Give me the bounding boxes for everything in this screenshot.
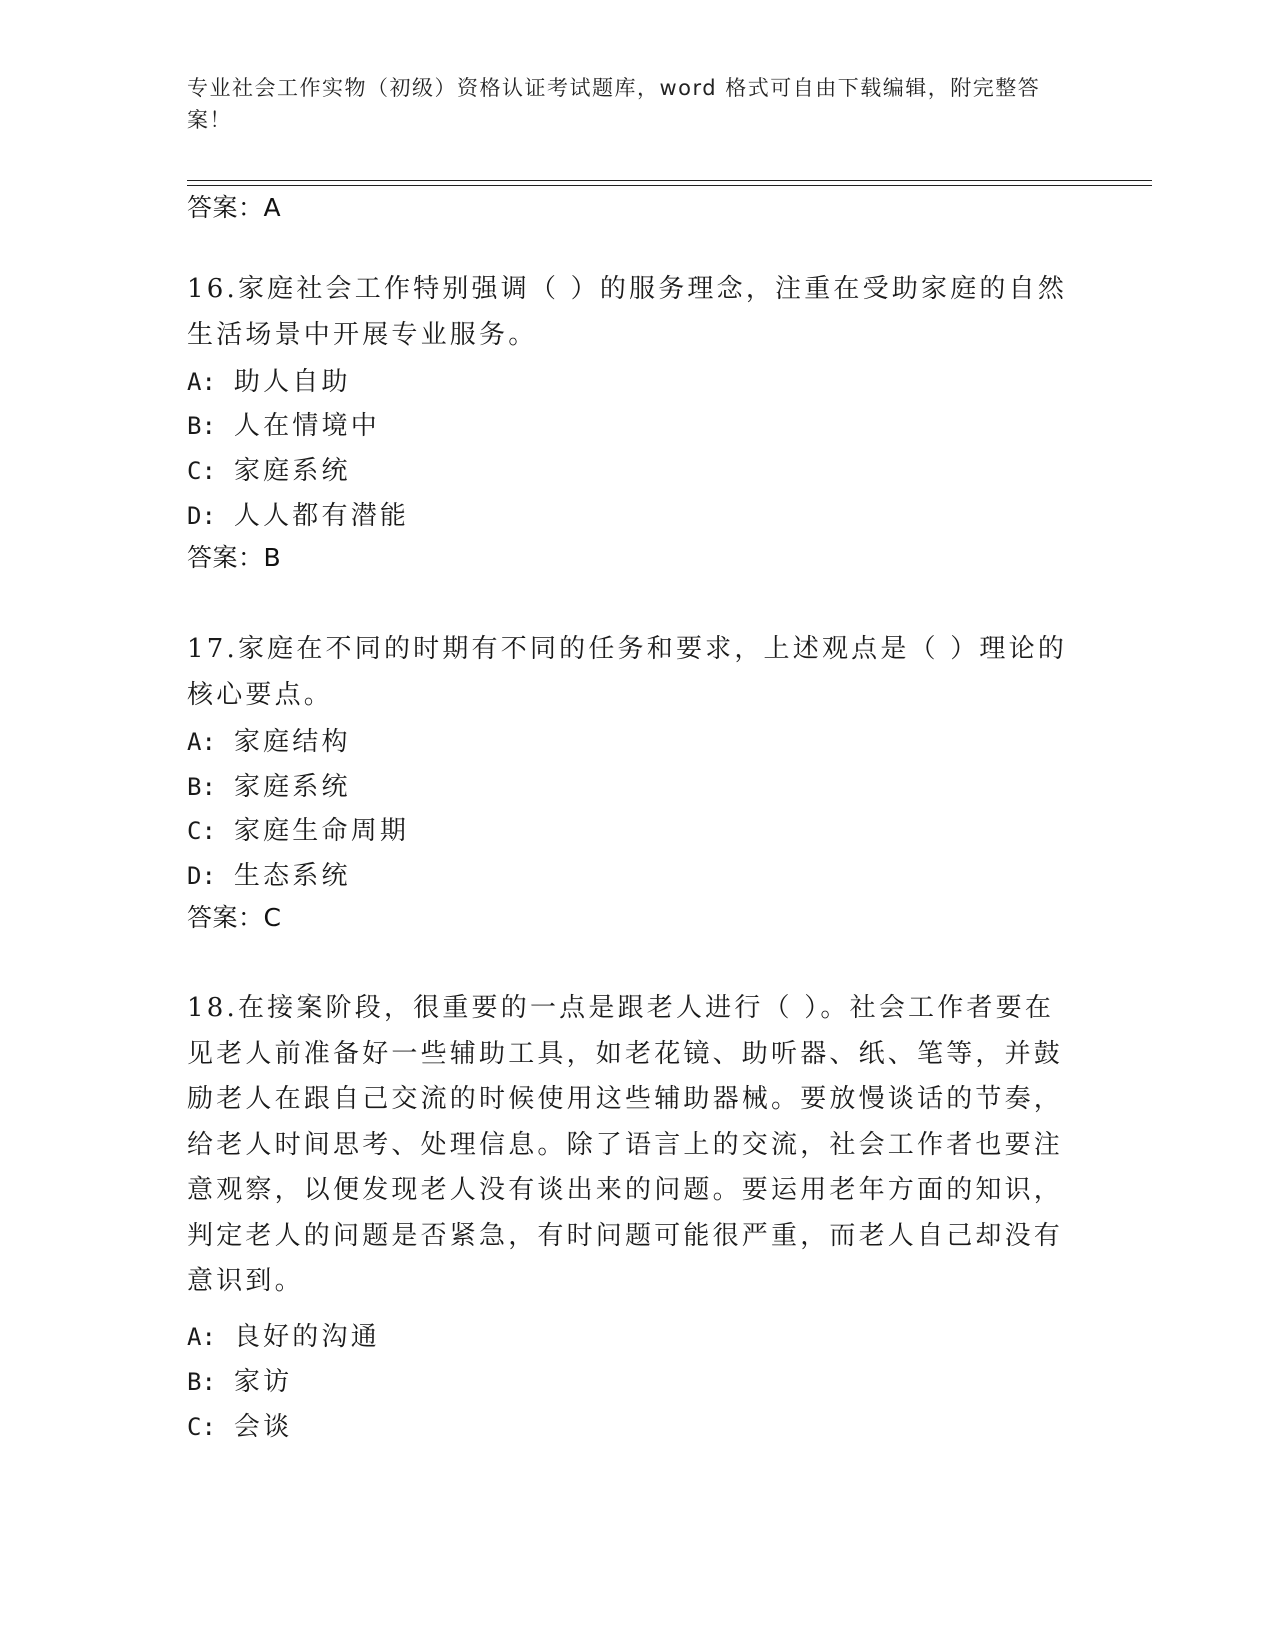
option-text: 家庭系统 (233, 772, 351, 802)
option-letter: A: (187, 1323, 216, 1351)
option-text: 家访 (233, 1367, 293, 1397)
option-text: 良好的沟通 (233, 1322, 380, 1352)
header-rule-top (187, 180, 1152, 181)
option-letter: D: (187, 862, 216, 890)
option-text: 人在情境中 (233, 411, 380, 441)
question-16-option-d (187, 499, 409, 533)
option-letter: A: (187, 368, 216, 396)
header-rule-bottom (187, 185, 1152, 186)
option-text: 会谈 (233, 1412, 293, 1442)
option-letter: D: (187, 502, 216, 530)
question-18-option-b (187, 1365, 292, 1399)
question-17-answer: 答案：C (187, 903, 282, 932)
question-18-text: 18.在接案阶段，很重要的一点是跟老人进行（ ）。社会工作者要在见老人前准备好一些辅助工具，如老花镜、助听器、纸、笔等，并鼓励老人在跟自己交流的时候使用这些辅助器械。要放慢谈话的节奏，给老人时间思考、处理信息。除了语言上的交流，社会工作者也要注意观察，以便发现老人没有谈出来的问题。要运用老年方面的知识，判定老人的问题是否紧急，有时问题可能很严重，而老人自己却没有意识到。 (187, 993, 1064, 1296)
question-17-text: 17.家庭在不同的时期有不同的任务和要求，上述观点是（ ）理论的核心要点。 (187, 634, 1068, 710)
option-letter: B: (187, 773, 216, 801)
option-text: 生态系统 (233, 861, 351, 891)
option-letter: C: (187, 457, 216, 485)
option-letter: A: (187, 728, 216, 756)
page-header: 专业社会工作实物（初级）资格认证考试题库，word 格式可自由下载编辑，附完整答案！ (187, 76, 1041, 132)
option-letter: B: (187, 1368, 216, 1396)
option-letter: B: (187, 412, 216, 440)
option-letter: C: (187, 817, 216, 845)
option-text: 家庭结构 (233, 727, 351, 757)
previous-answer: 答案：A (187, 193, 282, 222)
question-18-option-a (187, 1320, 380, 1354)
question-16-option-a (187, 365, 351, 399)
question-16-option-b (187, 409, 380, 443)
option-text: 家庭系统 (233, 456, 351, 486)
option-text: 人人都有潜能 (233, 501, 410, 531)
question-16-answer: 答案：B (187, 543, 282, 572)
question-17-option-b (187, 770, 351, 804)
option-letter: C: (187, 1413, 216, 1441)
question-16-option-c (187, 454, 351, 488)
option-text: 家庭生命周期 (233, 816, 410, 846)
question-17-option-d (187, 859, 351, 893)
question-17-option-c (187, 814, 409, 848)
question-18-option-c (187, 1410, 292, 1444)
question-16-text: 16.家庭社会工作特别强调（ ）的服务理念，注重在受助家庭的自然生活场景中开展专业服务。 (187, 274, 1068, 350)
question-17-option-a (187, 725, 351, 759)
option-text: 助人自助 (233, 367, 351, 397)
